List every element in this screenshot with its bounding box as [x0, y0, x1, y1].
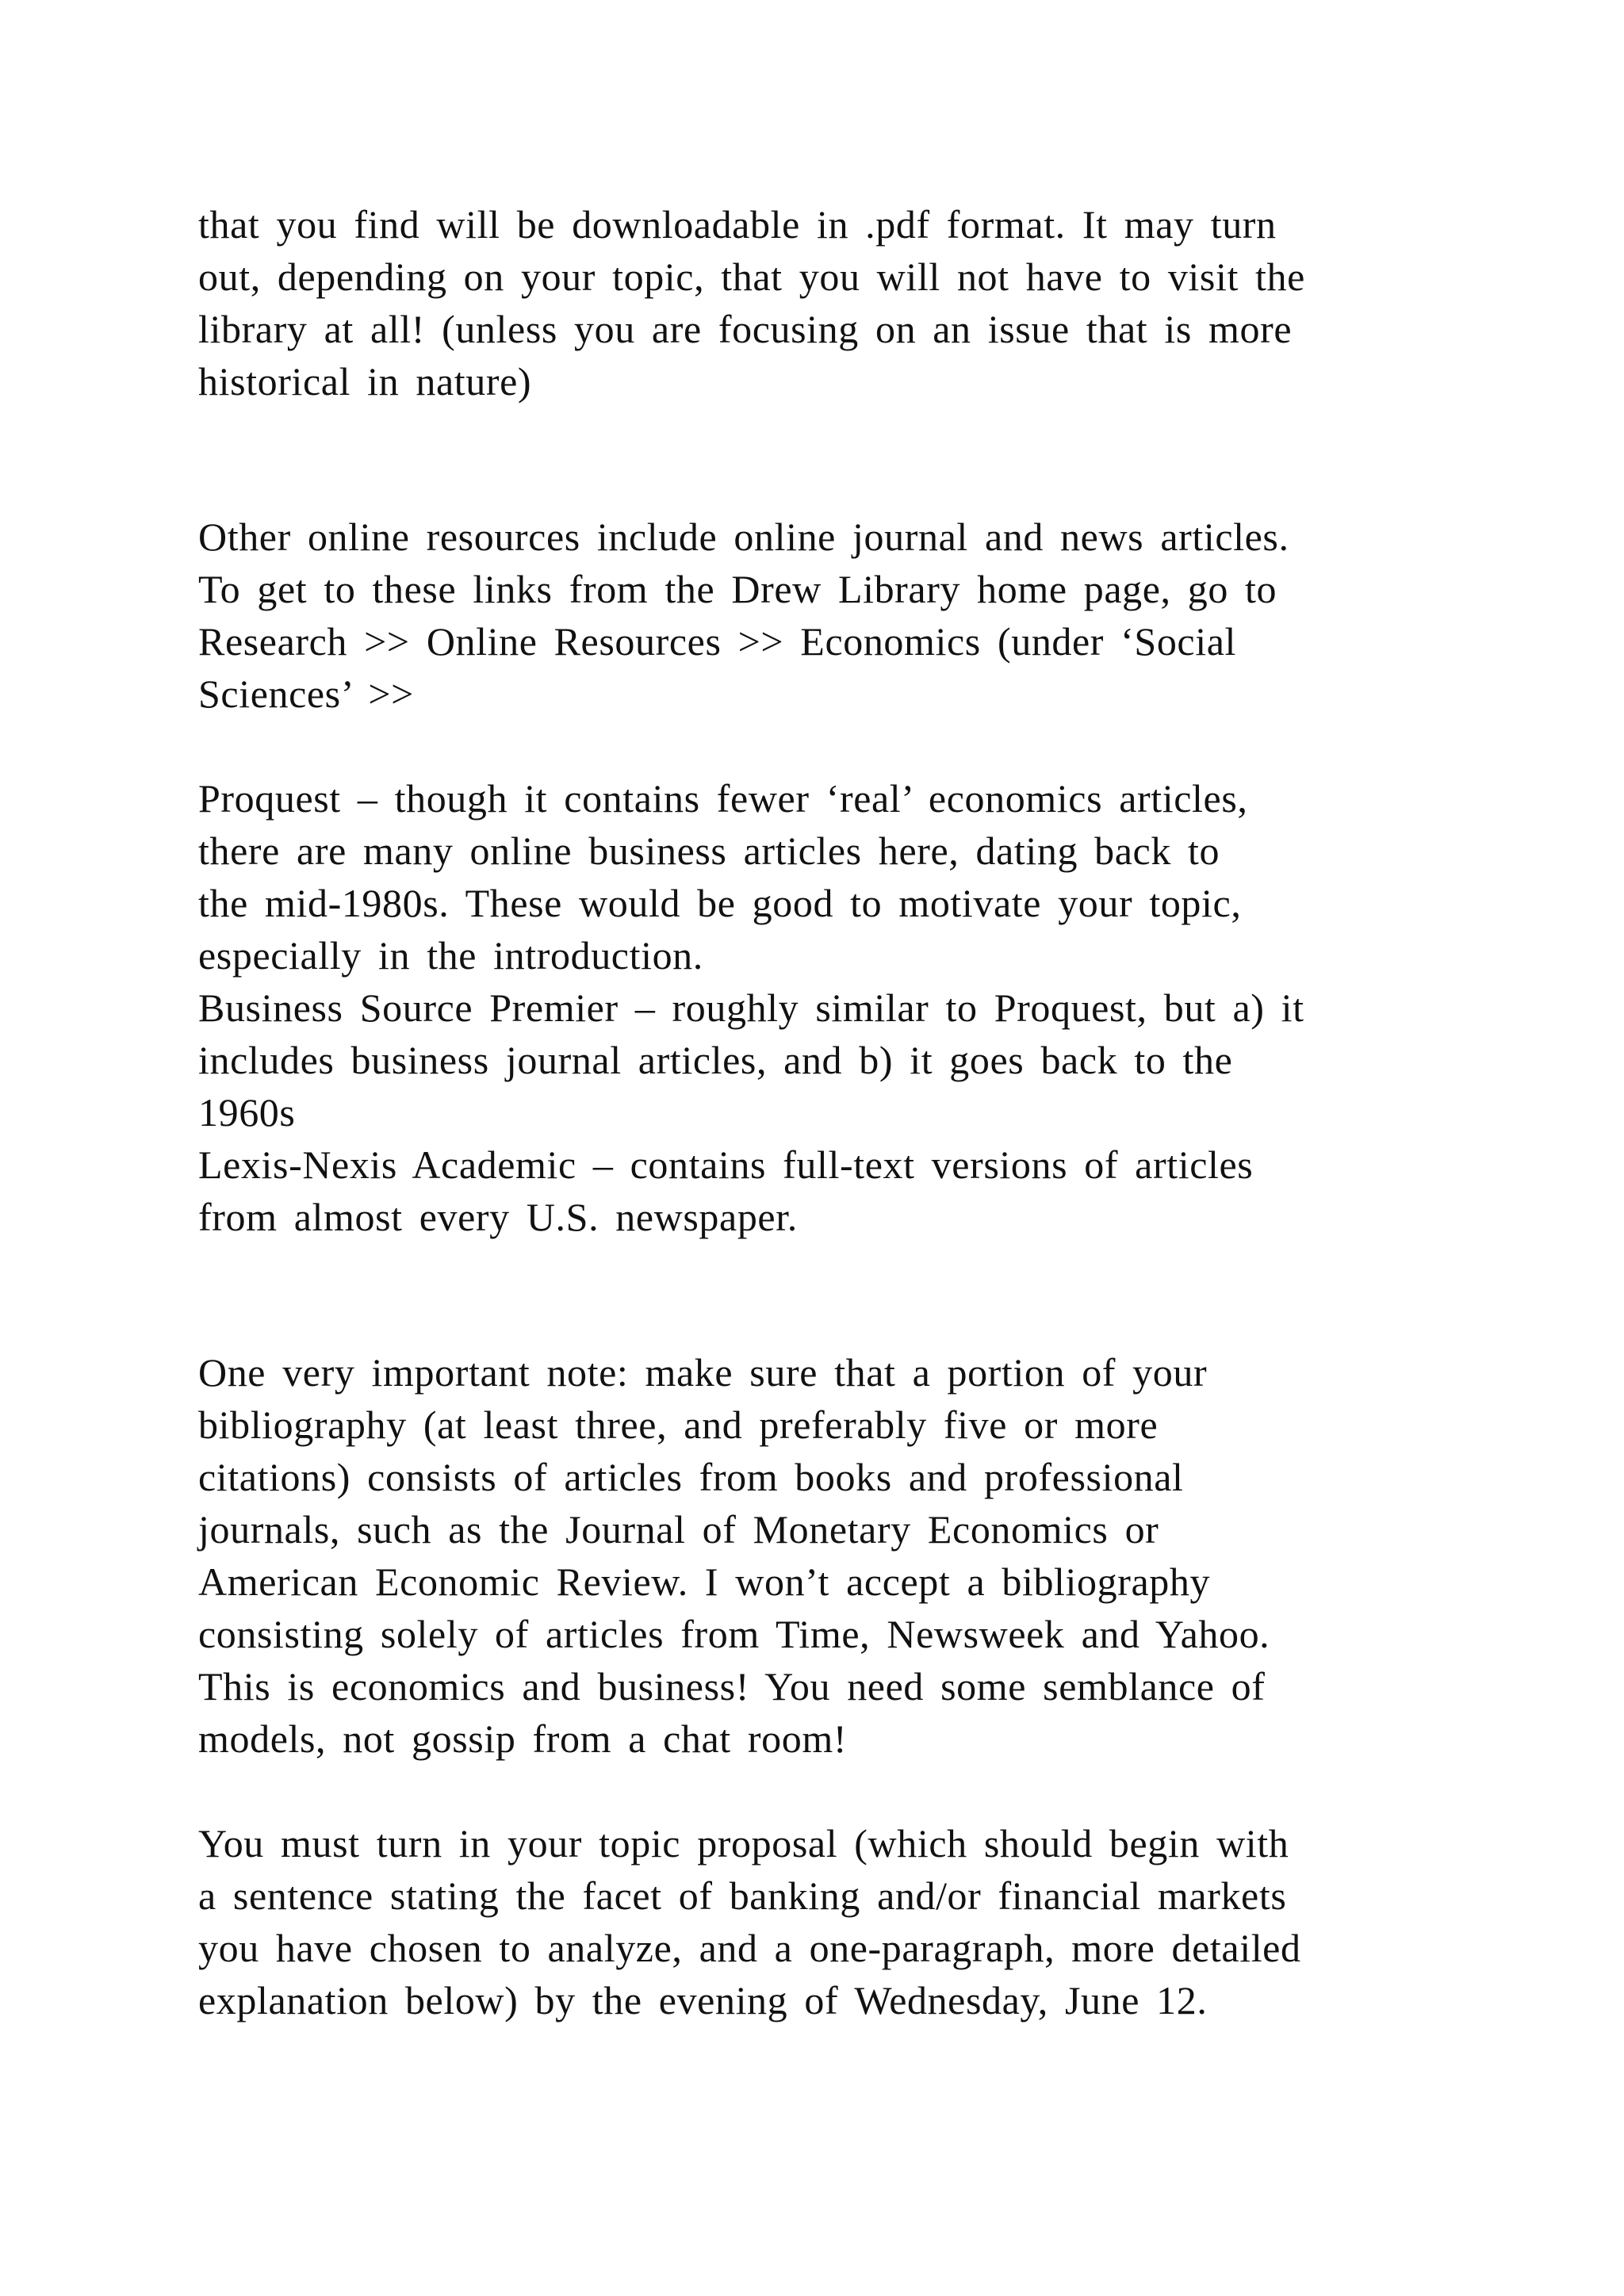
text-line: consisting solely of articles from Time, Newsweek and Yahoo.	[198, 1612, 1270, 1656]
text-line: journals, such as the Journal of Monetary Economics or	[198, 1507, 1159, 1552]
text-line: bibliography (at least three, and preferably five or more	[198, 1402, 1159, 1447]
text-line: 1960s	[198, 1090, 296, 1135]
text-line: citations) consists of articles from books and professional	[198, 1455, 1184, 1499]
text-line: Research >> Online Resources >> Economics (under ‘Social	[198, 619, 1236, 664]
text-line: that you find will be downloadable in .pdf format. It may turn	[198, 202, 1277, 247]
text-line: This is economics and business! You need some semblance of	[198, 1664, 1266, 1709]
text-line: Other online resources include online journal and news articles.	[198, 515, 1289, 559]
text-line: Lexis-Nexis Academic – contains full-text versions of articles	[198, 1142, 1254, 1187]
text-line: includes business journal articles, and b) it goes back to the	[198, 1038, 1233, 1082]
text-line: American Economic Review. I won’t accept a bibliography	[198, 1559, 1211, 1604]
text-line: out, depending on your topic, that you will not have to visit the	[198, 254, 1305, 299]
text-line: Sciences’ >>	[198, 672, 414, 716]
text-line: especially in the introduction.	[198, 933, 703, 978]
text-line: Business Source Premier – roughly similar to Proquest, but a) it	[198, 985, 1304, 1030]
text-line: from almost every U.S. newspaper.	[198, 1195, 798, 1239]
text-line: explanation below) by the evening of Wednesday, June 12.	[198, 1978, 1208, 2022]
text-line: you have chosen to analyze, and a one-paragraph, more detailed	[198, 1926, 1301, 1970]
text-line: Proquest – though it contains fewer ‘real’ economics articles,	[198, 776, 1248, 821]
text-line: models, not gossip from a chat room!	[198, 1716, 848, 1761]
text-line: there are many online business articles here, dating back to	[198, 828, 1220, 873]
text-line: library at all! (unless you are focusing on an issue that is more	[198, 307, 1293, 351]
text-line: You must turn in your topic proposal (which should begin with	[198, 1821, 1289, 1866]
text-line: historical in nature)	[198, 359, 532, 404]
text-line: To get to these links from the Drew Library home page, go to	[198, 567, 1277, 611]
text-line: a sentence stating the facet of banking and/or financial markets	[198, 1873, 1287, 1918]
text-line: One very important note: make sure that a portion of your	[198, 1350, 1208, 1395]
text-line: the mid-1980s. These would be good to motivate your topic,	[198, 881, 1242, 925]
